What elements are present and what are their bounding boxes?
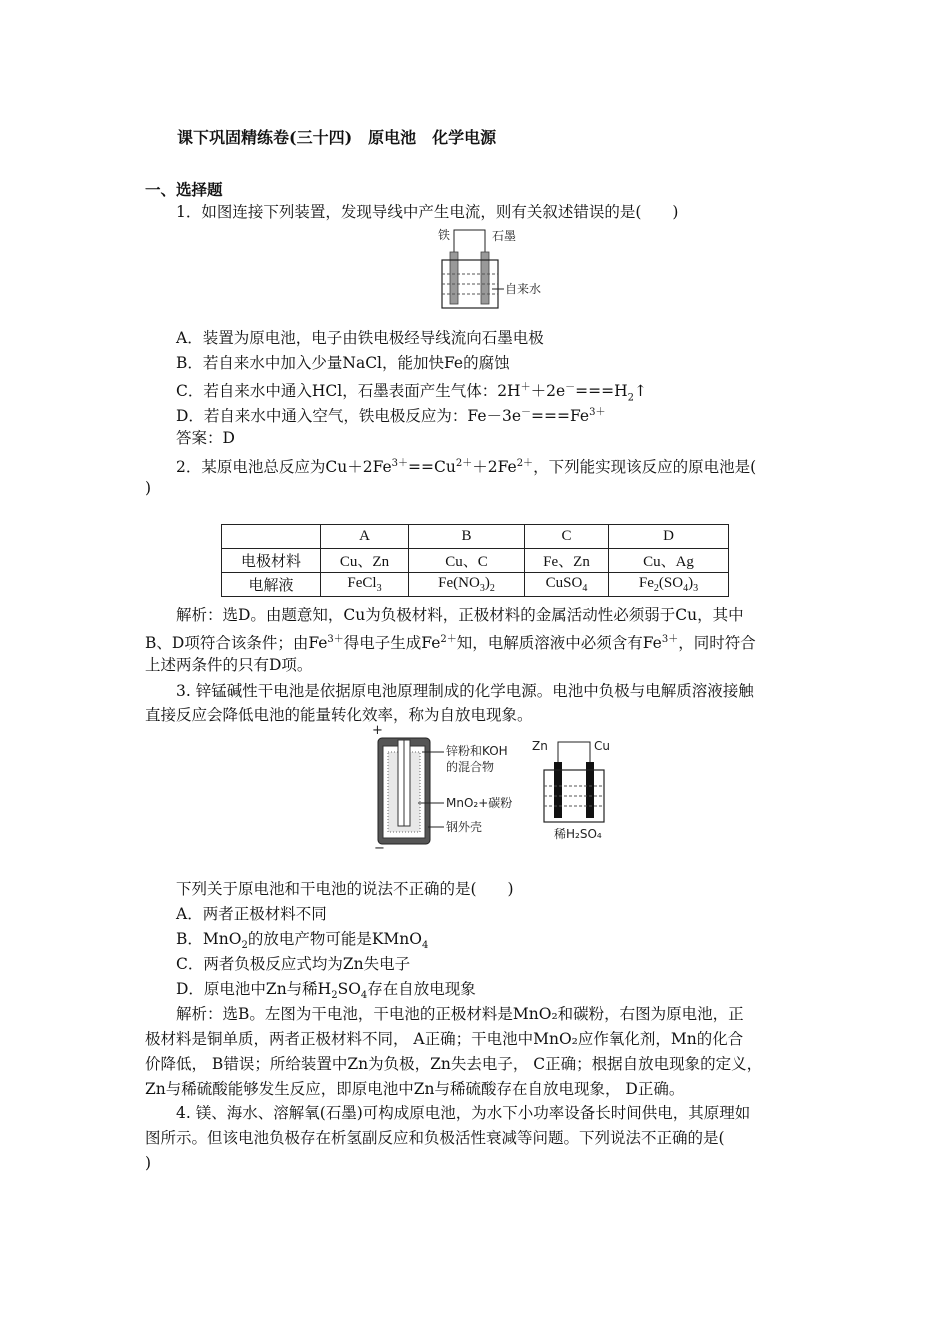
q1-stem: 1．如图连接下列装置，发现导线中产生电流，则有关叙述错误的是( ) [176,203,679,221]
q1-iron-graphite-cell-figure [430,222,550,317]
q4-stem-line2: 图所示。但该电池负极存在析氢副反应和负极活性衰减等问题。下列说法不正确的是( [145,1129,725,1147]
page-title: 课下巩固精练卷(三十四) 原电池 化学电源 [177,128,497,147]
section-heading: 一、选择题 [145,180,223,199]
q3-option-b: B．MnO$_2$的放电产物可能是KMnO$_4$ [176,930,429,952]
q3-analysis-line1: 解析：选B。左图为干电池，干电池的正极材料是MnO₂和碳粉，右图为原电池，正 [176,1005,744,1023]
q3-zn-cu-cell-figure [532,736,622,846]
table-row: 电解液 FeCl$_3$ $Fe(NO_3)_2$ CuSO$_4$ $Fe_2(SO_4)_3$ [222,573,729,597]
q4-stem-line3: ) [145,1154,152,1172]
q2-stem-line2: ) [145,479,152,497]
q2-options-table [221,524,729,597]
q1-option-c: C．若自来水中通入HCl，石墨表面产生气体：$2H^++2e^-===H_2↑$ [176,382,647,404]
q3-label-zn: Zn [532,739,548,753]
q3-label-mno2-carbon: MnO₂+碳粉 [446,796,513,810]
q1-label-tap-water: 自来水 [505,282,542,296]
q3-question: 下列关于原电池和干电池的说法不正确的是( ) [176,880,514,898]
q1-option-b: B．若自来水中加入少量NaCl，能加快Fe的腐蚀 [176,354,510,372]
q2-analysis-line3: 上述两条件的只有D项。 [145,656,313,674]
q3-label-zinc-koh: 锌粉和KOH [446,744,508,758]
q4-stem-line1: 4. 镁、海水、溶解氧(石墨)可构成原电池，为水下小功率设备长时间供电，其原理如 [176,1104,751,1122]
q2-analysis-line2: B、D项符合该条件；由$Fe^{3+}$得电子生成$Fe^{2+}$知，电解质溶液中必须含有$Fe^{3+}$，同时符合 [145,634,756,653]
q3-label-plus: + [372,724,383,738]
table-row: A B C D [222,525,729,549]
table-row: 电极材料 Cu、Zn Cu、C Fe、Zn Cu、Ag [222,549,729,573]
q3-label-minus: − [374,841,385,854]
q3-stem-line2: 直接反应会降低电池的能量转化效率，称为自放电现象。 [145,706,533,724]
q3-option-c: C．两者负极反应式均为Zn失电子 [176,955,411,973]
q1-label-iron: 铁 [438,228,451,242]
q3-analysis-line2: 极材料是铜单质，两者正极材料不同， A正确；干电池中MnO₂应作氧化剂，Mn的化合 [145,1030,744,1048]
q3-analysis-line3: 价降低， B错误；所给装置中Zn为负极，Zn失去电子， C正确；根据自放电现象的定义， [145,1055,763,1073]
q2-stem: 2．某原电池总反应为$Cu+2Fe^{3+}==Cu^{2+}+2Fe^{2+}$，下列能实现该反应的原电池是( [176,458,757,477]
q3-stem-line1: 3. 锌锰碱性干电池是依据原电池原理制成的化学电源。电池中负极与电解质溶液接触 [176,682,754,700]
q3-label-steel-shell: 钢外壳 [446,820,483,834]
q3-label-dilute-h2so4: 稀H₂SO₄ [554,827,602,841]
q3-label-mixture: 的混合物 [446,760,495,774]
q2-analysis-line1: 解析：选D。由题意知，Cu为负极材料，正极材料的金属活动性必须弱于Cu，其中 [176,606,744,624]
q1-answer: 答案：D [176,429,235,447]
q1-label-graphite: 石墨 [492,229,517,243]
q1-option-a: A．装置为原电池，电子由铁电极经导线流向石墨电极 [176,329,544,347]
q3-label-cu: Cu [594,739,610,753]
q3-option-a: A．两者正极材料不同 [176,905,327,923]
q3-option-d: D．原电池中Zn与稀$H_2SO_4$存在自放电现象 [176,980,476,1002]
q1-option-d: D．若自来水中通入空气，铁电极反应为：$Fe-3e^-===Fe^{3+}$ [176,407,606,426]
q3-dry-cell-figure [372,724,522,854]
q3-analysis-line4: Zn与稀硫酸能够发生反应，即原电池中Zn与稀硫酸存在自放电现象， D正确。 [145,1080,685,1098]
